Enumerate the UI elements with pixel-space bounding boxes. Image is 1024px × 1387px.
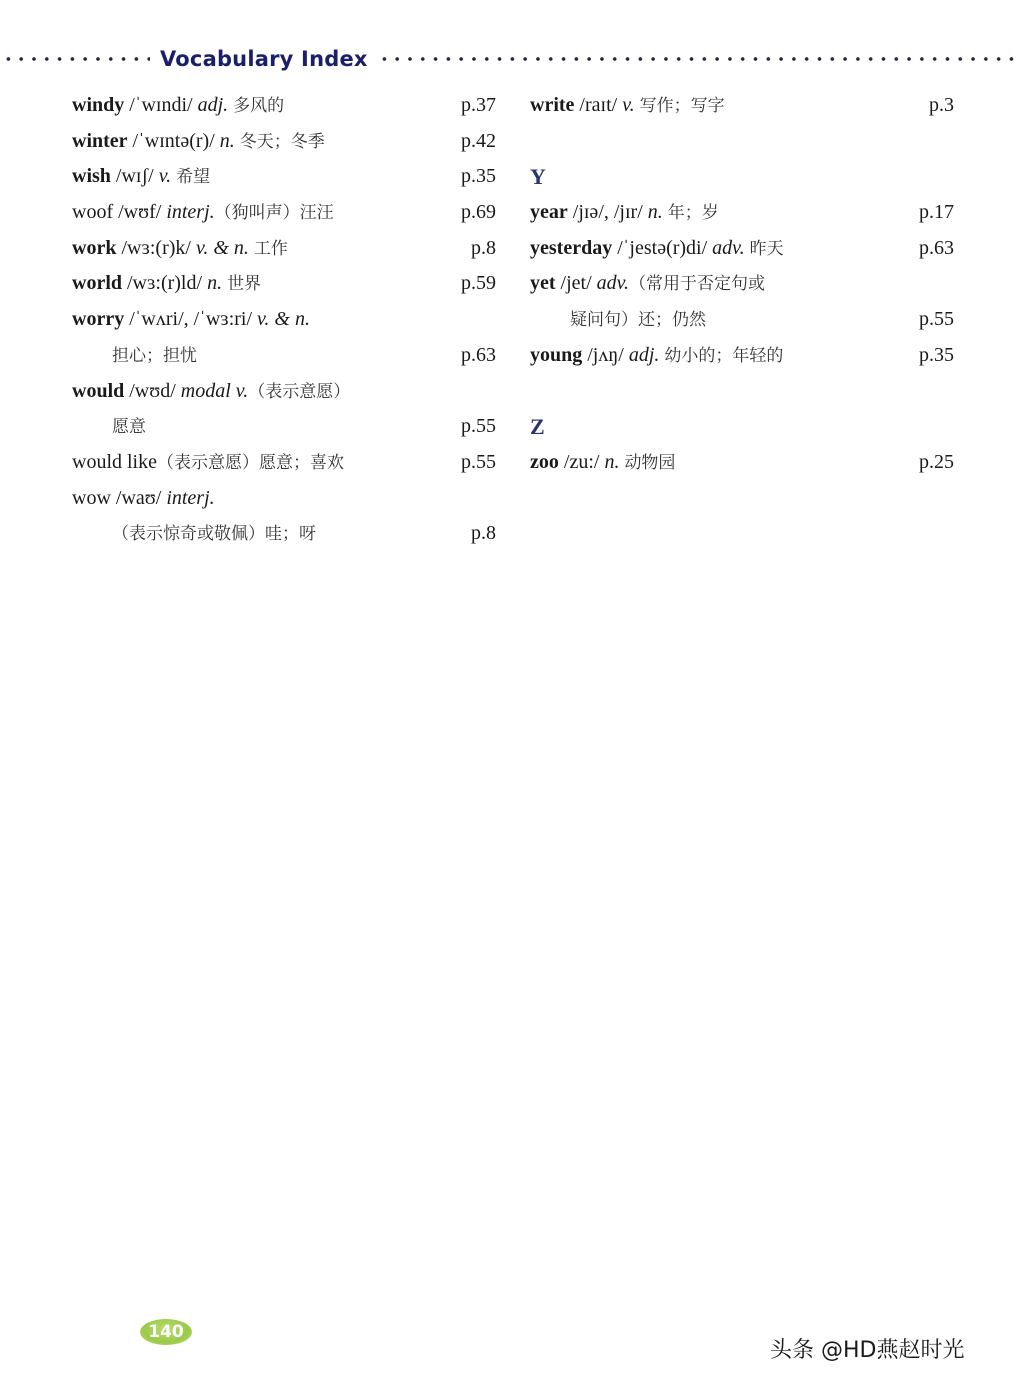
entry-translation: 愿意 <box>112 417 146 438</box>
entry-word: yesterday <box>530 236 613 259</box>
entry-pos: v. <box>622 94 635 116</box>
entry-translation: 写作；写字 <box>639 96 725 116</box>
vocab-entry-write <box>530 88 954 124</box>
entry-phonetic: /wʊd/ <box>129 379 176 402</box>
vocab-entry-year <box>530 195 954 231</box>
entry-pos: interj. <box>166 201 215 224</box>
entry-word: would like <box>72 450 157 473</box>
entry-page: p.17 <box>919 201 954 224</box>
section-spacer <box>530 124 954 160</box>
entry-phonetic: /jʌŋ/ <box>587 343 624 366</box>
entry-phonetic: /jet/ <box>560 272 592 295</box>
vocab-entry-wow-continuation <box>72 516 496 552</box>
letter-heading: Y <box>530 164 546 190</box>
entry-translation: （常用于否定句或 <box>629 274 766 295</box>
page-number-badge: 140 <box>140 1319 192 1345</box>
entry-pos: adj. <box>628 343 660 366</box>
entry-word: windy <box>72 94 125 116</box>
page-header <box>0 44 1024 74</box>
entry-pos: interj. <box>166 486 215 509</box>
vocab-entry-yet <box>530 266 954 302</box>
entry-pos: n. <box>207 272 223 295</box>
vocab-entry-would <box>72 374 496 410</box>
entry-word: wish <box>72 165 111 188</box>
entry-phonetic: /ˈwɪndi/ <box>129 94 193 116</box>
entry-translation: （表示意愿） <box>248 381 351 402</box>
entry-page: p.55 <box>919 308 954 331</box>
entry-phonetic: /zu:/ <box>563 450 600 473</box>
entry-translation: 工作 <box>253 238 288 259</box>
entry-phonetic: /raɪt/ <box>579 94 618 116</box>
section-spacer <box>530 374 954 410</box>
vocab-entry-woof <box>72 195 496 231</box>
entry-page: p.8 <box>471 522 496 545</box>
entry-phonetic: /wɪʃ/ <box>115 165 154 188</box>
entry-page: p.59 <box>461 272 496 295</box>
entry-word: woof <box>72 201 114 224</box>
entry-page: p.42 <box>461 129 496 152</box>
entry-translation: （表示惊奇或敬佩）哇；呀 <box>112 524 316 545</box>
entry-page: p.35 <box>461 165 496 188</box>
dotted-rule-left <box>2 57 150 61</box>
entry-pos: modal v. <box>180 379 249 402</box>
entry-word: wow <box>72 486 111 509</box>
entry-translation: 世界 <box>227 274 262 295</box>
entry-pos: v. <box>158 165 172 188</box>
letter-heading: Z <box>530 414 545 440</box>
entry-phonetic: /wʊf/ <box>118 201 162 224</box>
entry-word: world <box>72 272 122 295</box>
entry-page: p.3 <box>929 94 954 116</box>
entry-word: would <box>72 379 125 402</box>
entry-pos: v. & n. <box>195 236 249 259</box>
vocab-entry-worry <box>72 302 496 338</box>
entry-translation: 希望 <box>176 167 211 188</box>
entry-word: work <box>72 236 117 259</box>
entry-phonetic: /ˈwɪntə(r)/ <box>132 129 215 152</box>
vocab-entry-worry-continuation <box>72 338 496 374</box>
entry-phonetic: /waʊ/ <box>115 486 162 509</box>
entry-pos: adj. <box>197 94 229 116</box>
vocab-entry-work <box>72 231 496 267</box>
entry-page: p.63 <box>919 236 954 259</box>
entry-phonetic: /wɜ:(r)ld/ <box>127 272 203 295</box>
entry-page: p.55 <box>461 415 496 438</box>
entry-page: p.63 <box>461 343 496 366</box>
entry-pos: n. <box>219 129 235 152</box>
entry-page: p.55 <box>461 450 496 473</box>
entry-phonetic: /ˈwʌri/, /ˈwɜ:ri/ <box>129 308 253 331</box>
entry-word: write <box>530 94 575 116</box>
entry-page: p.35 <box>919 343 954 366</box>
entry-page: p.69 <box>461 201 496 224</box>
entry-pos: adv. <box>712 236 745 259</box>
vocab-entry-would-like <box>72 445 496 481</box>
vocab-entry-yet-continuation <box>530 302 954 338</box>
entry-translation: 动物园 <box>624 452 676 473</box>
entry-word: young <box>530 343 583 366</box>
entry-page: p.37 <box>461 94 496 116</box>
entry-page: p.8 <box>471 236 496 259</box>
entry-word: winter <box>72 129 128 152</box>
entry-translation: （表示意愿）愿意；喜欢 <box>157 452 344 473</box>
entry-translation: 多风的 <box>233 96 285 116</box>
vocab-entry-windy <box>72 88 496 124</box>
entry-translation: （狗叫声）汪汪 <box>214 203 334 224</box>
vocab-entry-would-continuation <box>72 409 496 445</box>
dotted-rule-right <box>378 57 1022 61</box>
entry-pos: v. & n. <box>257 308 310 331</box>
entry-page: p.25 <box>919 450 954 473</box>
entry-word: zoo <box>530 450 559 473</box>
vocab-entry-wow <box>72 481 496 517</box>
entry-translation: 冬天；冬季 <box>239 131 325 152</box>
entry-word: year <box>530 201 568 224</box>
vocabulary-column-right <box>530 88 954 481</box>
page-title: Vocabulary Index <box>160 47 368 71</box>
vocab-entry-young <box>530 338 954 374</box>
vocab-entry-zoo <box>530 445 954 481</box>
vocab-entry-winter <box>72 124 496 160</box>
watermark-text: 头条 @HD燕赵时光 <box>770 1338 965 1363</box>
entry-pos: n. <box>604 450 620 473</box>
vocabulary-column-left <box>72 88 496 552</box>
entry-word: worry <box>72 308 125 331</box>
vocab-entry-wish <box>72 159 496 195</box>
vocab-entry-world <box>72 266 496 302</box>
entry-translation: 年；岁 <box>667 203 719 224</box>
entry-translation: 昨天 <box>749 238 784 259</box>
entry-pos: adv. <box>596 272 630 295</box>
vocab-entry-yesterday <box>530 231 954 267</box>
entry-phonetic: /ˈjestə(r)di/ <box>617 236 708 259</box>
entry-phonetic: /jɪə/, /jɪr/ <box>572 201 643 224</box>
entry-phonetic: /wɜ:(r)k/ <box>121 236 191 259</box>
entry-pos: n. <box>647 201 663 224</box>
entry-translation: 担心；担忧 <box>112 345 197 366</box>
entry-translation: 幼小的；年轻的 <box>664 345 784 366</box>
section-letter-z <box>530 409 954 445</box>
section-letter-y <box>530 159 954 195</box>
entry-translation: 疑问句）还；仍然 <box>570 310 706 331</box>
entry-word: yet <box>530 272 556 295</box>
